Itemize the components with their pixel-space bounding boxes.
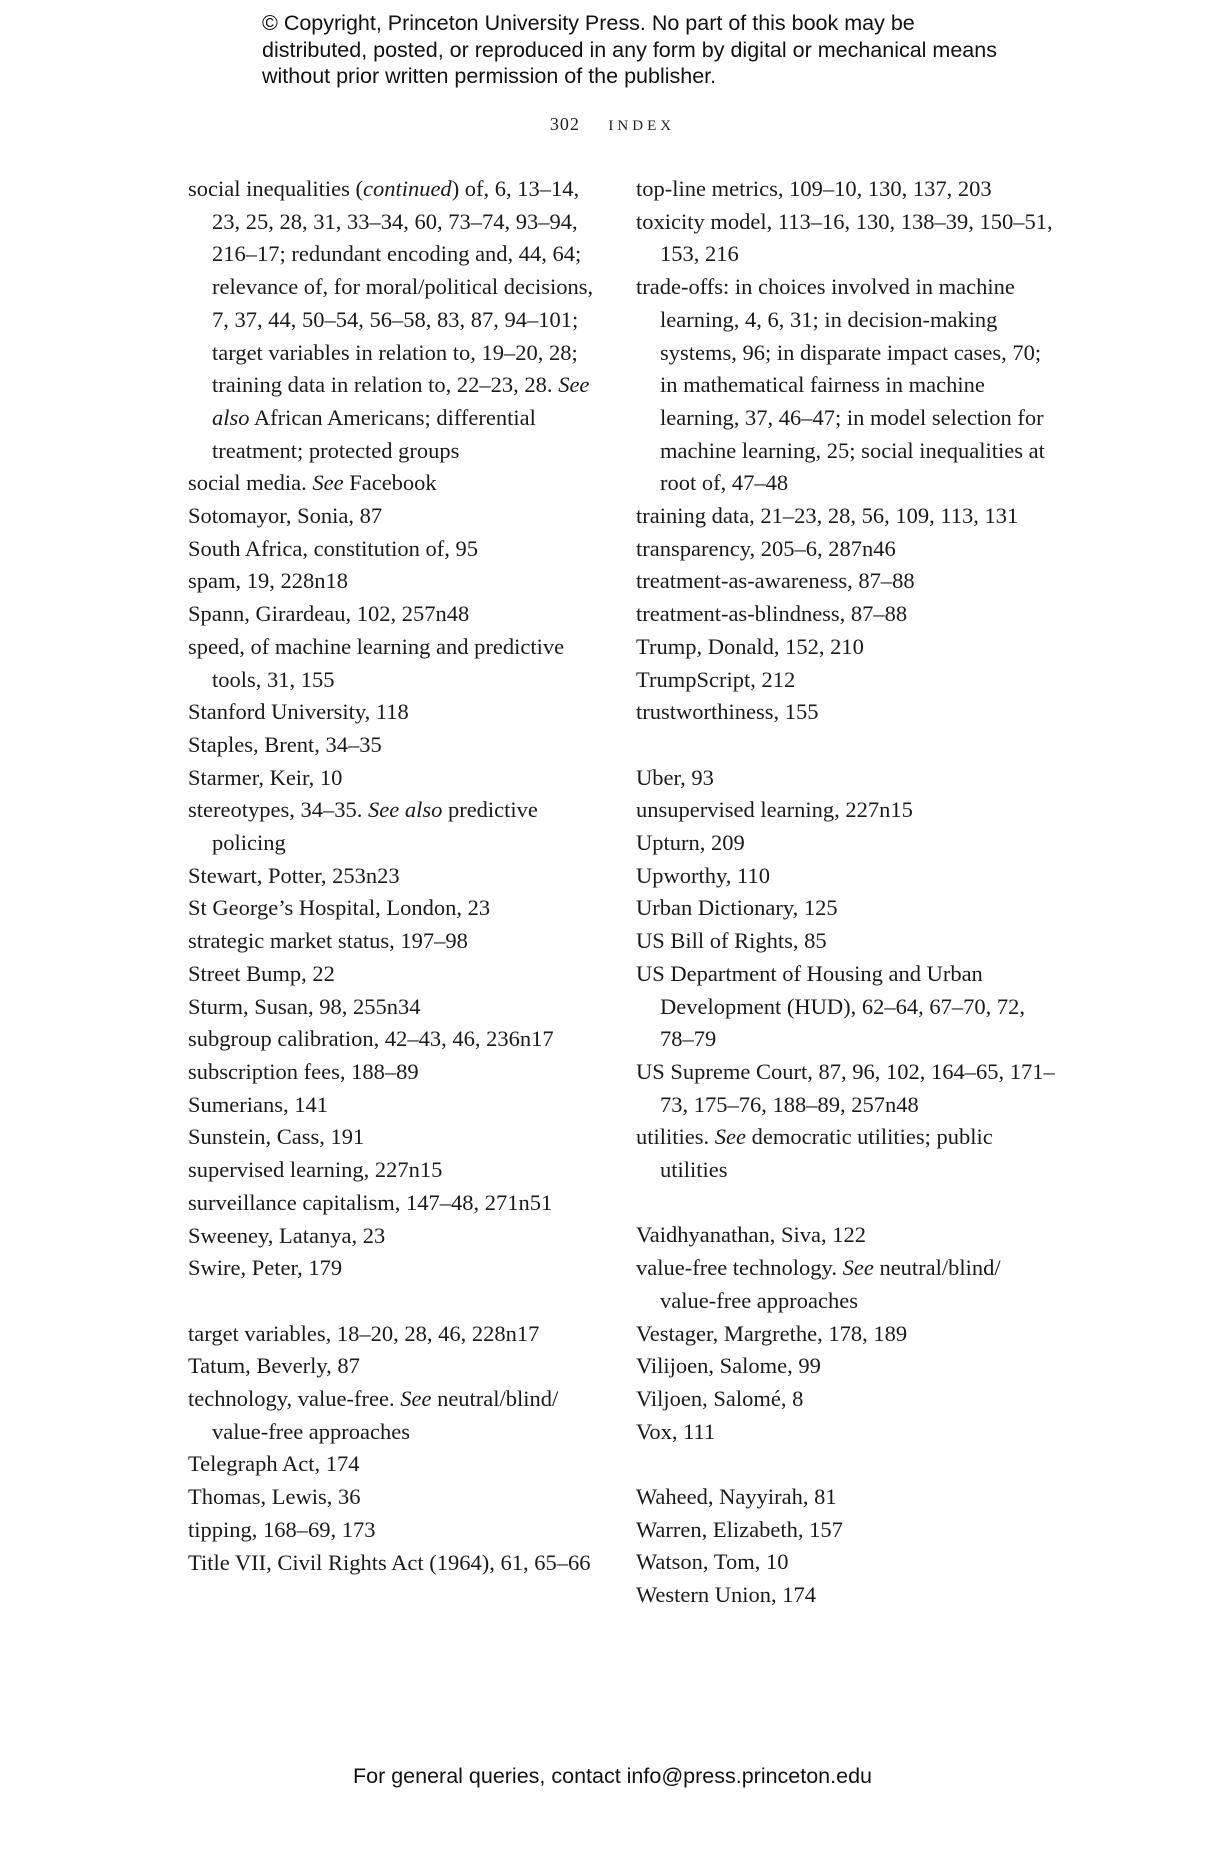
- index-entry-text: Urban Dictionary, 125: [636, 895, 838, 921]
- index-entry-text: Sunstein, Cass, 191: [188, 1124, 365, 1150]
- index-entry-text: Sotomayor, Sonia, 87: [188, 503, 383, 529]
- index-entry: [636, 1579, 1056, 1612]
- index-entry-text: Uber, 93: [636, 764, 714, 790]
- index-column-right: [636, 173, 1056, 1612]
- index-entry: [188, 794, 608, 859]
- index-entry-italic: See: [312, 470, 344, 496]
- index-entry-text: Swire, Peter, 179: [188, 1255, 343, 1281]
- index-entry: [636, 696, 1056, 729]
- index-entry: [188, 1383, 608, 1448]
- index-entry: [636, 664, 1056, 697]
- index-entry: [188, 696, 608, 729]
- letter-group-gap: [636, 1448, 1056, 1481]
- index-entry: [636, 206, 1056, 271]
- index-entry-text: training data, 21–23, 28, 56, 109, 113, 131: [636, 503, 1019, 529]
- index-entry-text: target variables, 18–20, 28, 46, 228n17: [188, 1320, 540, 1346]
- index-entry: [188, 598, 608, 631]
- index-entry: [188, 1121, 608, 1154]
- index-entry-text: neutral/blind/ value-free approaches: [212, 1386, 559, 1444]
- index-entry: [636, 533, 1056, 566]
- index-entry: [188, 1187, 608, 1220]
- index-entry: [188, 1481, 608, 1514]
- index-entry-text: Thomas, Lewis, 36: [188, 1484, 361, 1510]
- index-entry-text: Vestager, Margrethe, 178, 189: [636, 1320, 908, 1346]
- index-entry-text: Telegraph Act, 174: [188, 1451, 360, 1477]
- page-number: 302: [549, 114, 580, 134]
- index-entry-text: Title VII, Civil Rights Act (1964), 61, 65–66: [188, 1549, 591, 1575]
- index-entry: [636, 1416, 1056, 1449]
- index-entry: [636, 1514, 1056, 1547]
- index-entry-text: spam, 19, 228n18: [188, 568, 348, 594]
- index-entry-text: strategic market status, 197–98: [188, 928, 468, 954]
- index-entry: [636, 565, 1056, 598]
- index-entry-text: trade-offs: in choices involved in machine learning, 4, 6, 31; in decision-making systems, 96; in disparate impact cases, 70; in mathematical fairness in machine learning, 37, 46–47; in model selection for machine learning, 25; social inequalities at root of, 47–48: [636, 274, 1045, 496]
- index-entry-text: social inequalities (: [188, 176, 363, 201]
- index-entry-text: subscription fees, 188–89: [188, 1058, 419, 1084]
- index-entry: [188, 631, 608, 696]
- index-entry: [188, 533, 608, 566]
- letter-group-gap: [636, 1187, 1056, 1220]
- index-entry-text: supervised learning, 227n15: [188, 1157, 443, 1183]
- letter-group-gap: [188, 1285, 608, 1318]
- index-entry-text: Sumerians, 141: [188, 1091, 328, 1117]
- index-entry-text: predictive policing: [212, 797, 538, 856]
- index-entry-text: Vox, 111: [636, 1418, 716, 1444]
- index-entry-text: treatment-as-awareness, 87–88: [636, 568, 915, 594]
- index-entry-italic: continued: [362, 176, 452, 201]
- index-entry: [188, 729, 608, 762]
- index-entry-italic: See: [400, 1386, 432, 1411]
- index-entry-text: Waheed, Nayyirah, 81: [636, 1484, 837, 1510]
- index-entry-text: tipping, 168–69, 173: [188, 1516, 376, 1542]
- index-entry: [636, 958, 1056, 1056]
- index-entry: [636, 598, 1056, 631]
- index-entry-text: Staples, Brent, 34–35: [188, 731, 382, 757]
- index-entry-text: TrumpScript, 212: [636, 666, 796, 692]
- index-entry: [188, 500, 608, 533]
- index-entry: [636, 1318, 1056, 1351]
- index-entry-text: Stewart, Potter, 253n23: [188, 862, 400, 888]
- index-entry-text: Tatum, Beverly, 87: [188, 1353, 360, 1379]
- index-entry-text: Trump, Donald, 152, 210: [636, 633, 864, 659]
- index-entry: [188, 1547, 608, 1580]
- index-entry: [636, 1252, 1056, 1317]
- index-entry-text: St George’s Hospital, London, 23: [188, 895, 491, 921]
- index-entry: [636, 500, 1056, 533]
- index-entry-text: Watson, Tom, 10: [636, 1549, 789, 1575]
- index-entry-text: Stanford University, 118: [188, 699, 409, 725]
- index-entry: [636, 794, 1056, 827]
- index-entry-text: neutral/blind/ value-free approaches: [660, 1255, 1001, 1313]
- index-entry-text: top-line metrics, 109–10, 130, 137, 203: [636, 176, 992, 201]
- index-entry: [188, 1448, 608, 1481]
- index-entry: [636, 1350, 1056, 1383]
- index-entry-text: unsupervised learning, 227n15: [636, 797, 913, 823]
- copyright-notice: © Copyright, Princeton University Press. No part of this book may be distributed, posted, or reproduced in any form by digital or mechanical means without prior written permission of the publisher.: [262, 11, 997, 88]
- index-entry: [636, 1481, 1056, 1514]
- index-entry: [636, 892, 1056, 925]
- index-entry-text: Street Bump, 22: [188, 960, 335, 986]
- index-entry-italic: See: [842, 1255, 874, 1281]
- index-entry-text: ) of, 6, 13–14, 23, 25, 28, 31, 33–34, 60, 73–74, 93–94, 216–17; redundant encoding and, 44, 64; relevance of, for moral/political decisions, 7, 37, 44, 50–54, 56–58, 83, 87, 94–101; target variables in relation to, 19–20, 28; training data in relation to, 22–23, 28.: [212, 176, 594, 398]
- index-entry-text: African Americans; differential treatment; protected groups: [212, 404, 536, 463]
- index-entry-text: utilities.: [636, 1124, 715, 1150]
- index-entry: [188, 1089, 608, 1122]
- index-entry-text: transparency, 205–6, 287n46: [636, 535, 896, 561]
- index-entry-italic: See also: [367, 797, 443, 823]
- index-entry: [636, 631, 1056, 664]
- index-entry: [188, 1056, 608, 1089]
- index-entry-text: Facebook: [343, 470, 437, 496]
- index-entry-text: Sweeney, Latanya, 23: [188, 1222, 386, 1248]
- index-entry-text: Sturm, Susan, 98, 255n34: [188, 993, 421, 1019]
- index-entry-text: Warren, Elizabeth, 157: [636, 1516, 843, 1542]
- index-entry: [636, 827, 1056, 860]
- index-entry-text: democratic utilities; public utilities: [660, 1124, 993, 1183]
- index-entry: [188, 991, 608, 1024]
- index-entry: [188, 1220, 608, 1253]
- index-entry: [636, 1383, 1056, 1416]
- index-entry-text: treatment-as-blindness, 87–88: [636, 601, 908, 627]
- index-entry-text: stereotypes, 34–35.: [188, 797, 368, 823]
- index-entry: [188, 958, 608, 991]
- index-entry-text: Upworthy, 110: [636, 862, 770, 888]
- index-entry: [188, 762, 608, 795]
- index-entry: [188, 1252, 608, 1285]
- running-head-title: index: [608, 111, 676, 135]
- index-entry: [636, 1219, 1056, 1252]
- index-entry-text: social media.: [188, 470, 313, 496]
- index-entry: [636, 1121, 1056, 1186]
- index-entry: [188, 925, 608, 958]
- index-entry: [636, 860, 1056, 893]
- index-entry-italic: See: [714, 1124, 746, 1150]
- index-entry: [188, 1350, 608, 1383]
- index-entry: [188, 173, 608, 467]
- index-entry-text: speed, of machine learning and predictive tools, 31, 155: [188, 633, 565, 692]
- index-entry: [188, 467, 608, 500]
- index-entry: [188, 1154, 608, 1187]
- index-entry-text: Vaidhyanathan, Siva, 122: [636, 1222, 866, 1248]
- index-entry-text: Viljoen, Salomé, 8: [636, 1385, 804, 1411]
- index-entry-text: value-free technology.: [636, 1255, 843, 1281]
- index-entry: [636, 925, 1056, 958]
- index-entry: [188, 860, 608, 893]
- index-entry-text: Upturn, 209: [636, 830, 745, 856]
- index-entry: [636, 762, 1056, 795]
- index-entry: [188, 892, 608, 925]
- index-entry: [188, 565, 608, 598]
- index-entry: [636, 1546, 1056, 1579]
- letter-group-gap: [636, 729, 1056, 762]
- index-entry: [636, 271, 1056, 500]
- index-entry-text: Starmer, Keir, 10: [188, 764, 343, 790]
- index-entry: [636, 173, 1056, 206]
- index-column-left: [188, 173, 608, 1579]
- index-entry-text: US Department of Housing and Urban Development (HUD), 62–64, 67–70, 72, 78–79: [636, 960, 1025, 1052]
- footer-contact: For general queries, contact info@press.princeton.edu: [352, 1764, 872, 1788]
- index-entry: [188, 1514, 608, 1547]
- index-entry-text: US Supreme Court, 87, 96, 102, 164–65, 171–73, 175–76, 188–89, 257n48: [636, 1058, 1055, 1117]
- index-entry-text: toxicity model, 113–16, 130, 138–39, 150–51, 153, 216: [636, 208, 1053, 267]
- index-entry: [188, 1318, 608, 1351]
- index-entry-text: Vilijoen, Salome, 99: [636, 1353, 821, 1379]
- index-entry-text: Spann, Girardeau, 102, 257n48: [188, 601, 470, 627]
- index-entry-text: trustworthiness, 155: [636, 699, 819, 725]
- running-head: [0, 111, 1225, 136]
- index-entry: [636, 1056, 1056, 1121]
- index-entry-text: technology, value-free.: [188, 1386, 401, 1411]
- index-entry: [188, 1023, 608, 1056]
- index-entry-text: Western Union, 174: [636, 1582, 817, 1608]
- index-entry-text: US Bill of Rights, 85: [636, 928, 827, 954]
- index-entry-text: subgroup calibration, 42–43, 46, 236n17: [188, 1026, 554, 1052]
- index-entry-text: South Africa, constitution of, 95: [188, 535, 478, 561]
- index-entry-italic: See also: [212, 372, 590, 430]
- index-entry-text: surveillance capitalism, 147–48, 271n51: [188, 1189, 553, 1215]
